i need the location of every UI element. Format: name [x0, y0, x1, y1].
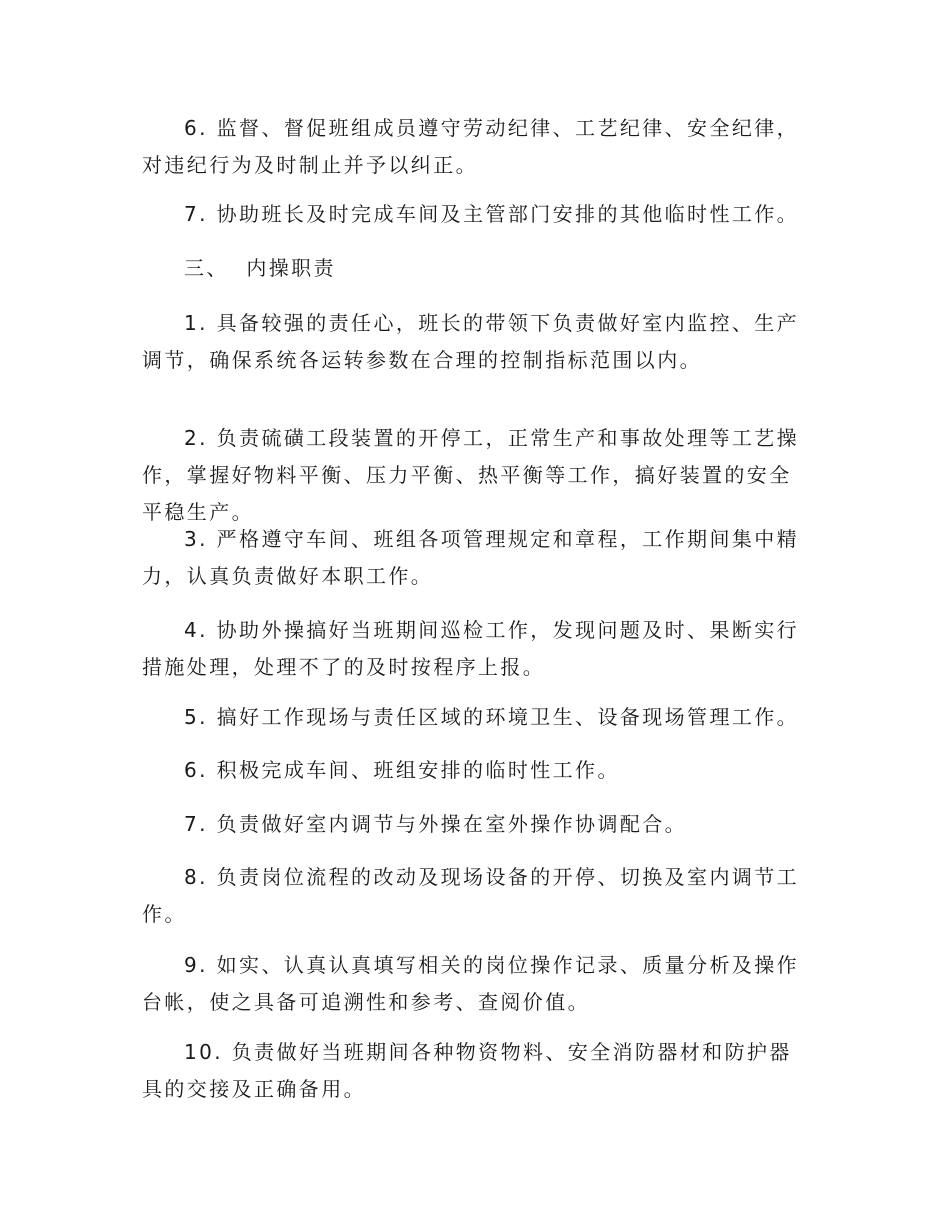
paragraph-inner-duty-8: 8. 负责岗位流程的改动及现场设备的开停、切换及室内调节工作。 [142, 865, 800, 926]
paragraph-inner-duty-6: 6. 积极完成车间、班组安排的临时性工作。 [184, 758, 620, 782]
paragraph-inner-duty-3: 3. 严格遵守车间、班组各项管理规定和章程，工作期间集中精力，认真负责做好本职工作。 [142, 527, 800, 588]
paragraph-duty-7-assist: 7. 协助班长及时完成车间及主管部门安排的其他临时性工作。 [184, 202, 800, 226]
paragraph-inner-duty-10: 10. 负责做好当班期间各种物资物料、安全消防器材和防护器具的交接及正确备用。 [142, 1040, 792, 1101]
paragraph-inner-duty-1: 1. 具备较强的责任心，班长的带领下负责做好室内监控、生产调节，确保系统各运转参数在合理的控制指标范围以内。 [142, 311, 800, 372]
paragraph-inner-duty-5: 5. 搞好工作现场与责任区域的环境卫生、设备现场管理工作。 [184, 705, 800, 729]
paragraph-inner-duty-2: 2. 负责硫磺工段装置的开停工，正常生产和事故处理等工艺操作，掌握好物料平衡、压力平衡、热平衡等工作，搞好装置的安全平稳生产。 [142, 426, 800, 524]
paragraph-duty-6-supervise: 6. 监督、督促班组成员遵守劳动纪律、工艺纪律、安全纪律，对违纪行为及时制止并予以纠正。 [142, 116, 800, 177]
paragraph-inner-duty-7: 7. 负责做好室内调节与外操在室外操作协调配合。 [184, 812, 688, 836]
paragraph-inner-duty-9: 9. 如实、认真认真填写相关的岗位操作记录、质量分析及操作台帐，使之具备可追溯性和参考、查阅价值。 [142, 953, 800, 1014]
section-heading-inner-operation: 三、 内操职责 [184, 256, 336, 280]
paragraph-inner-duty-4: 4. 协助外操搞好当班期间巡检工作，发现问题及时、果断实行措施处理，处理不了的及时按程序上报。 [142, 618, 800, 679]
